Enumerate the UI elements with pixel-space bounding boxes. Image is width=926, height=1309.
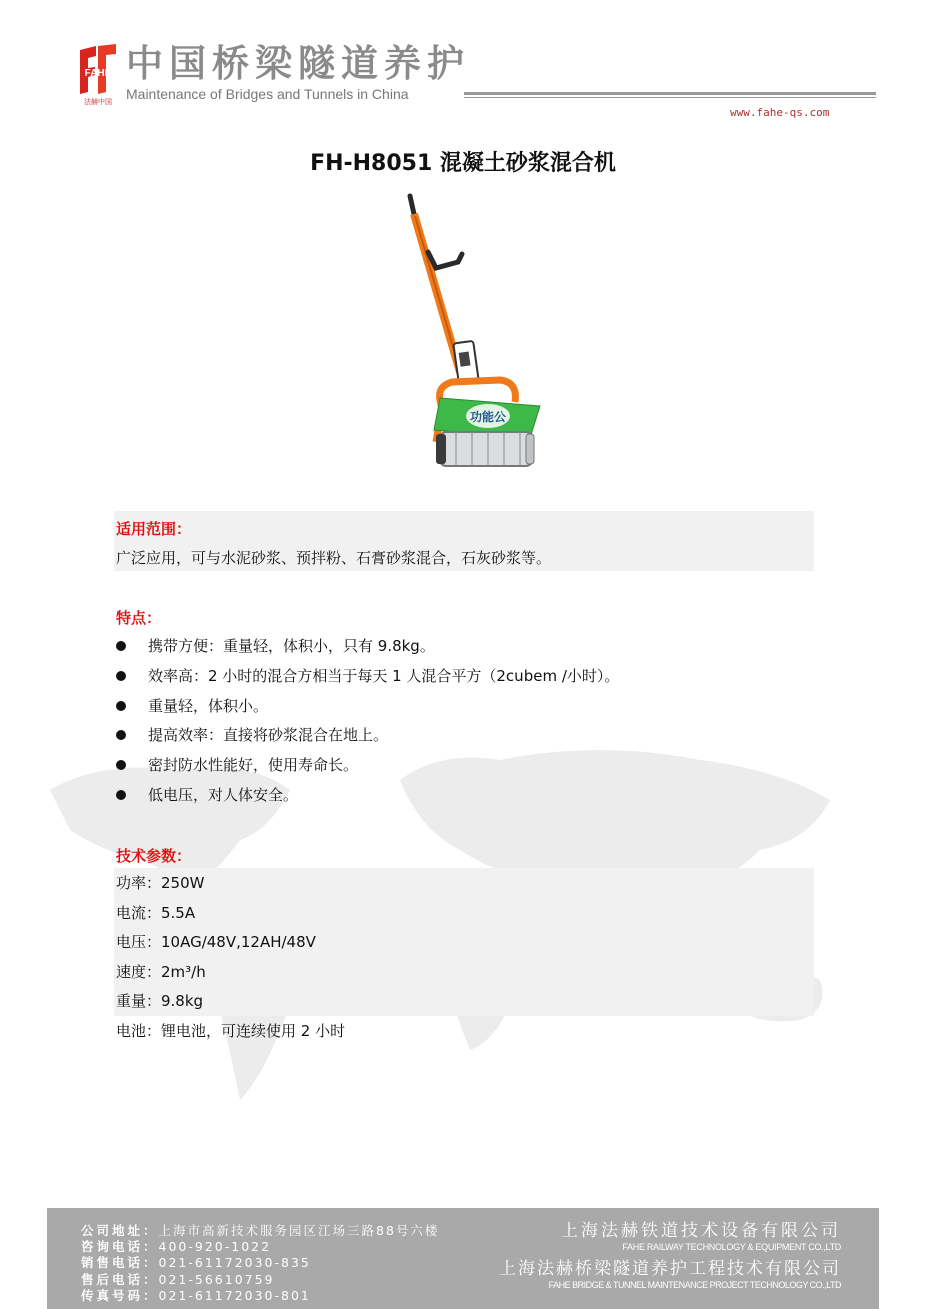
bullet-icon — [116, 641, 126, 651]
bullet-icon — [116, 671, 126, 681]
list-item: 密封防水性能好，使用寿命长。 — [116, 753, 619, 783]
list-item: 效率高：2 小时的混合方相当于每天 1 人混合平方（2cubem /小时）。 — [116, 664, 619, 694]
contact-row: 咨询电话：400-920-1022 — [81, 1239, 272, 1255]
spec-row: 重量：9.8kg — [116, 992, 204, 1011]
brand-english-name: Maintenance of Bridges and Tunnels in China — [126, 86, 409, 102]
contact-info — [81, 1223, 439, 1304]
list-item: 提高效率：直接将砂浆混合在地上。 — [116, 723, 619, 753]
features-heading: 特点： — [116, 609, 162, 627]
scope-text: 广泛应用，可与水泥砂浆、预拌粉、石膏砂浆混合，石灰砂浆等。 — [116, 549, 552, 567]
fahe-logo — [76, 42, 120, 106]
footer — [47, 1208, 879, 1309]
logo-text: FAHE — [84, 68, 112, 79]
list-item: 携带方便：重量轻，体积小，只有 9.8kg。 — [116, 634, 619, 664]
website-link[interactable]: www.fahe-qs.com — [730, 106, 830, 119]
contact-row: 传真号码：021-61172030-801 — [81, 1287, 311, 1303]
product-title: FH-H8051 混凝土砂浆混合机 — [310, 151, 616, 176]
spec-row: 电压：10AG/48V,12AH/48V — [116, 933, 316, 952]
spec-row: 速度：2m³/h — [116, 962, 206, 981]
bullet-icon — [116, 730, 126, 740]
product-badge-text: 功能公 — [469, 410, 507, 424]
header-rule-thin — [464, 97, 876, 98]
features-list — [116, 634, 619, 813]
spec-row: 电流：5.5A — [116, 903, 196, 922]
header-rule — [464, 92, 876, 95]
brand-chinese-name: 中国桥梁隧道养护 — [126, 42, 470, 85]
company-names — [499, 1221, 841, 1291]
spec-row: 功率：250W — [116, 874, 205, 892]
specs-list — [116, 872, 345, 1050]
list-item: 重量轻，体积小。 — [116, 694, 619, 724]
bullet-icon — [116, 760, 126, 770]
specs-heading: 技术参数： — [116, 847, 192, 865]
list-item: 低电压，对人体安全。 — [116, 783, 619, 813]
company-2-chinese: 上海法赫桥梁隧道养护工程技术有限公司 — [499, 1259, 841, 1279]
bullet-icon — [116, 790, 126, 800]
bullet-icon — [116, 701, 126, 711]
spec-row: 电池：锂电池，可连续使用 2 小时 — [116, 1021, 346, 1040]
scope-heading: 适用范围： — [116, 520, 192, 538]
logo-subtext: 法赫中国 — [84, 98, 112, 106]
company-1-english: FAHE RAILWAY TECHNOLOGY & EQUIPMENT CO.,LTD — [622, 1242, 841, 1252]
contact-row: 销售电话：021-61172030-835 — [81, 1255, 311, 1271]
contact-row: 售后电话：021-56610759 — [81, 1271, 275, 1287]
contact-row: 公司地址：上海市高新技术服务园区江场三路88号六楼 — [81, 1223, 440, 1238]
company-2-english: FAHE BRIDGE & TUNNEL MAINTENANCE PROJECT TECHNOLOGY CO.,LTD — [548, 1280, 841, 1290]
company-1-chinese: 上海法赫铁道技术设备有限公司 — [561, 1221, 841, 1241]
product-image — [400, 192, 560, 482]
